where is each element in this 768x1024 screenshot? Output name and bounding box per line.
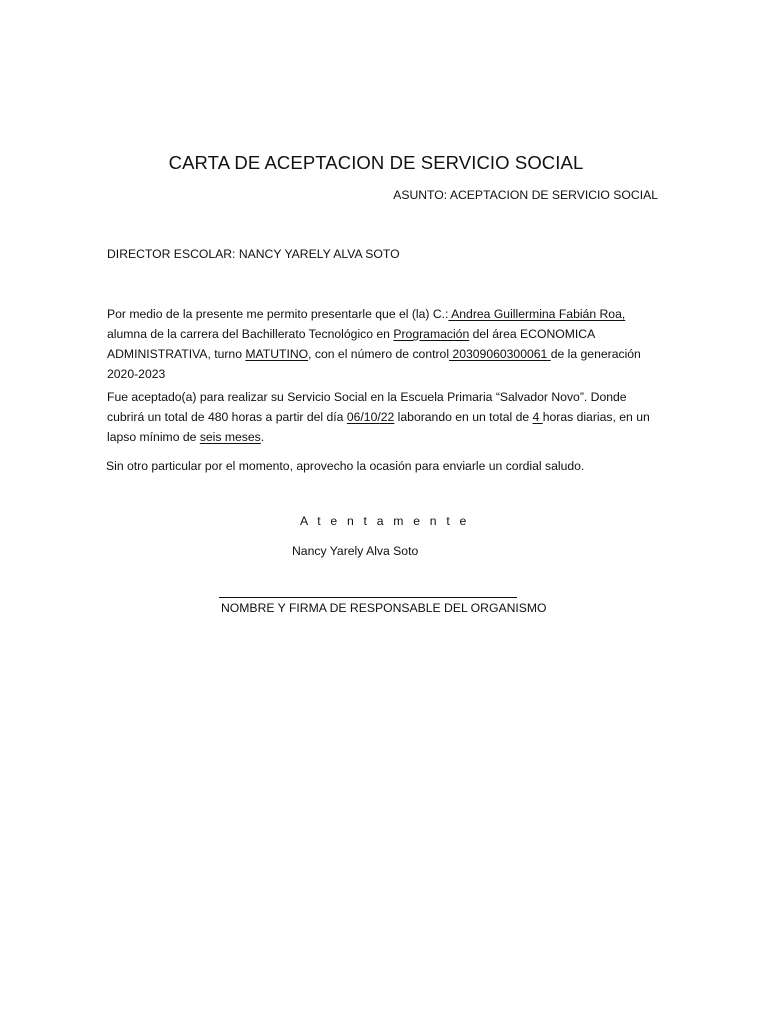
start-date: 06/10/22 bbox=[346, 410, 395, 424]
shift-name: MATUTINO bbox=[245, 347, 309, 361]
paragraph-student-info bbox=[107, 304, 663, 384]
letter-title: CARTA DE ACEPTACION DE SERVICIO SOCIAL bbox=[168, 152, 584, 173]
control-number: 20309060300061 bbox=[449, 347, 551, 361]
hours-per-day: 4 bbox=[532, 410, 543, 424]
paragraph1-text-1: Por medio de la presente me permito presentarle que el (la) C.: bbox=[107, 307, 449, 321]
paragraph1-text-2: alumna de la carrera del Bachillerato Tecnológico en bbox=[107, 327, 394, 341]
career-name: Programación bbox=[393, 327, 470, 341]
paragraph1-text-3: del área ECONOMICA ADMINISTRATIVA, turno bbox=[107, 327, 595, 361]
director-line: DIRECTOR ESCOLAR: NANCY YARELY ALVA SOTO bbox=[107, 247, 400, 261]
service-duration: seis meses bbox=[199, 430, 261, 444]
paragraph2-text-4: . bbox=[260, 430, 265, 444]
signature-line bbox=[219, 597, 517, 598]
paragraph-acceptance bbox=[107, 387, 663, 447]
signature-caption: NOMBRE Y FIRMA DE RESPONSABLE DEL ORGANISMO bbox=[221, 601, 547, 615]
paragraph1-text-5: de la generación 2020-2023 bbox=[107, 347, 641, 381]
paragraph2-text-2: laborando en un total de bbox=[394, 410, 533, 424]
signer-name: Nancy Yarely Alva Soto bbox=[292, 544, 419, 558]
paragraph1-text-4: , con el número de control bbox=[308, 347, 450, 361]
subject-line: ASUNTO: ACEPTACION DE SERVICIO SOCIAL bbox=[393, 188, 658, 202]
student-name: Andrea Guillermina Fabián Roa, bbox=[448, 307, 626, 321]
paragraph-closing-remark: Sin otro particular por el momento, aprovecho la ocasión para enviarle un cordial saludo. bbox=[106, 459, 585, 473]
paragraph2-text-1: Fue aceptado(a) para realizar su Servicio Social en la Escuela Primaria “Salvador Novo”. Donde cubrirá un total de 480 horas a partir del día bbox=[107, 390, 627, 424]
paragraph2-text-3: horas diarias, en un lapso mínimo de bbox=[107, 410, 650, 444]
closing-salutation: A t e n t a m e n t e bbox=[300, 514, 470, 528]
